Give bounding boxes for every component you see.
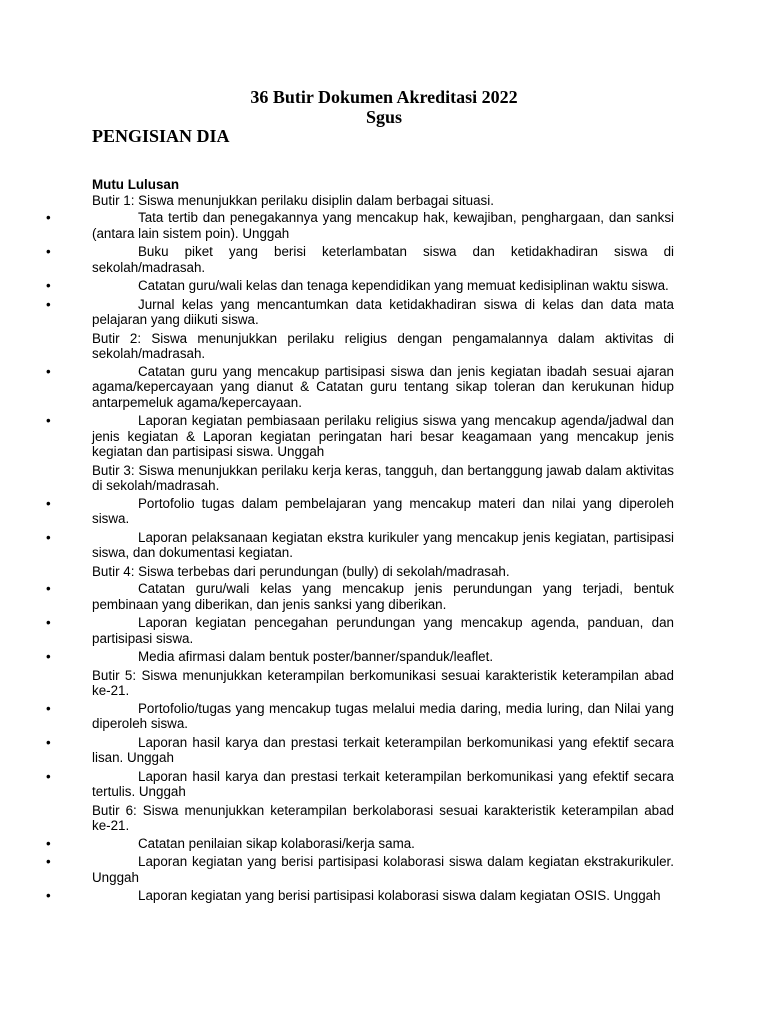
bullet-text: Catatan guru/wali kelas dan tenaga kependidikan yang memuat kedisiplinan waktu siswa.: [138, 278, 669, 293]
butir-paragraph: Butir 4: Siswa terbebas dari perundungan (bully) di sekolah/madrasah.: [92, 563, 510, 579]
bullet-icon: •: [46, 649, 51, 664]
bullet-icon: •: [46, 495, 51, 511]
bullet-item: [46, 363, 674, 411]
bullet-icon: •: [46, 835, 51, 851]
bullet-text: Tata tertib dan penegakannya yang mencakup hak, kewajiban, penghargaan, dan sanksi (antara lain sistem poin). Unggah: [92, 210, 674, 241]
bullet-item: [46, 413, 674, 460]
butir-paragraph: Butir 5: Siswa menunjukkan keterampilan berkomunikasi sesuai karakteristik keterampilan abad ke-21.: [92, 667, 674, 698]
bullet-item: [46, 244, 674, 275]
bullet-text: Laporan hasil karya dan prestasi terkait keterampilan berkomunikasi yang efektif secara lisan. Unggah: [92, 734, 674, 765]
bullet-text: Catatan penilaian sikap kolaborasi/kerja sama.: [138, 835, 415, 851]
document-subtitle: Sgus: [365, 107, 403, 127]
bullet-icon: •: [46, 413, 51, 428]
bullet-item: [46, 649, 674, 665]
bullet-item: [46, 581, 674, 612]
bullet-item: [46, 615, 674, 646]
bullet-text: Buku piket yang berisi keterlambatan siswa dan ketidakhadiran siswa di sekolah/madrasah.: [92, 244, 674, 275]
bullet-item: [46, 835, 674, 852]
bullet-icon: •: [46, 854, 51, 869]
bullet-icon: •: [46, 296, 51, 312]
bullet-text: Laporan kegiatan yang berisi partisipasi kolaborasi siswa dalam kegiatan OSIS. Unggah: [138, 888, 661, 903]
bullet-text: Catatan guru yang mencakup partisipasi siswa dan jenis kegiatan ibadah sesuai ajaran agama/kepercayaan yang dianut & Catatan guru tentang sikap toleran dan kerukunan hidup antarpemeluk agama/kepercayaan.: [92, 363, 674, 410]
bullet-text: Catatan guru/wali kelas yang mencakup jenis perundungan yang terjadi, bentuk pembinaan yang diberikan, dan jenis sanksi yang diberikan.: [92, 581, 674, 612]
bullet-item: [46, 296, 674, 328]
bullet-text: Laporan kegiatan yang berisi partisipasi kolaborasi siswa dalam kegiatan ekstrakurikuler. Unggah: [92, 854, 674, 885]
butir-paragraph: Butir 2: Siswa menunjukkan perilaku religius dengan pengamalannya dalam aktivitas di sekolah/madrasah.: [92, 330, 674, 361]
bullet-text: Portofolio/tugas yang mencakup tugas melalui media daring, media luring, dan Nilai yang diperoleh siswa.: [92, 700, 674, 731]
bullet-icon: •: [46, 768, 51, 784]
bullet-text: Laporan kegiatan pembiasaan perilaku religius siswa yang mencakup agenda/jadwal dan jenis kegiatan & Laporan kegiatan peringatan hari besar keagamaan yang mencakup jenis kegiatan dan partisipasi siswa. Unggah: [92, 413, 674, 459]
bullet-icon: •: [46, 278, 51, 293]
bullet-item: [46, 529, 674, 561]
document-body: [46, 177, 674, 907]
bullet-item: [46, 888, 674, 904]
bullet-item: [46, 768, 674, 800]
bullet-icon: •: [46, 210, 51, 225]
bullet-text: Media afirmasi dalam bentuk poster/banner/spanduk/leaflet.: [138, 649, 494, 664]
bullet-icon: •: [46, 700, 51, 716]
bullet-icon: •: [46, 888, 51, 903]
butir-paragraph: Butir 6: Siswa menunjukkan keterampilan berkolaborasi sesuai karakteristik keterampilan abad ke-21.: [92, 802, 674, 833]
bullet-item: [46, 700, 674, 732]
bullet-text: Laporan kegiatan pencegahan perundungan yang mencakup agenda, panduan, dan partisipasi siswa.: [92, 615, 674, 646]
bullet-icon: •: [46, 244, 51, 259]
bullet-icon: •: [46, 615, 51, 630]
bullet-item: [46, 278, 674, 294]
bullet-item: [46, 210, 674, 241]
bullet-text: Laporan pelaksanaan kegiatan ekstra kurikuler yang mencakup jenis kegiatan, partisipasi siswa, dan dokumentasi kegiatan.: [92, 529, 674, 560]
bullet-item: [46, 734, 674, 766]
section-heading: Mutu Lulusan: [92, 177, 180, 192]
document-heading: PENGISIAN DIA: [92, 126, 230, 146]
bullet-item: [46, 495, 674, 527]
bullet-icon: •: [46, 734, 51, 750]
bullet-icon: •: [46, 529, 51, 545]
bullet-item: [46, 854, 674, 885]
bullet-icon: •: [46, 363, 51, 379]
bullet-text: Jurnal kelas yang mencantumkan data ketidakhadiran siswa di kelas dan data mata pelajaran yang diikuti siswa.: [92, 296, 674, 327]
butir-paragraph: Butir 3: Siswa menunjukkan perilaku kerja keras, tangguh, dan bertanggung jawab dalam aktivitas di sekolah/madrasah.: [92, 462, 674, 493]
bullet-text: Laporan hasil karya dan prestasi terkait keterampilan berkomunikasi yang efektif secara tertulis. Unggah: [92, 768, 674, 799]
bullet-text: Portofolio tugas dalam pembelajaran yang mencakup materi dan nilai yang diperoleh siswa.: [92, 495, 674, 526]
document-title: 36 Butir Dokumen Akreditasi 2022: [250, 87, 518, 107]
butir-paragraph: Butir 1: Siswa menunjukkan perilaku disiplin dalam berbagai situasi.: [92, 192, 494, 208]
bullet-icon: •: [46, 581, 51, 596]
